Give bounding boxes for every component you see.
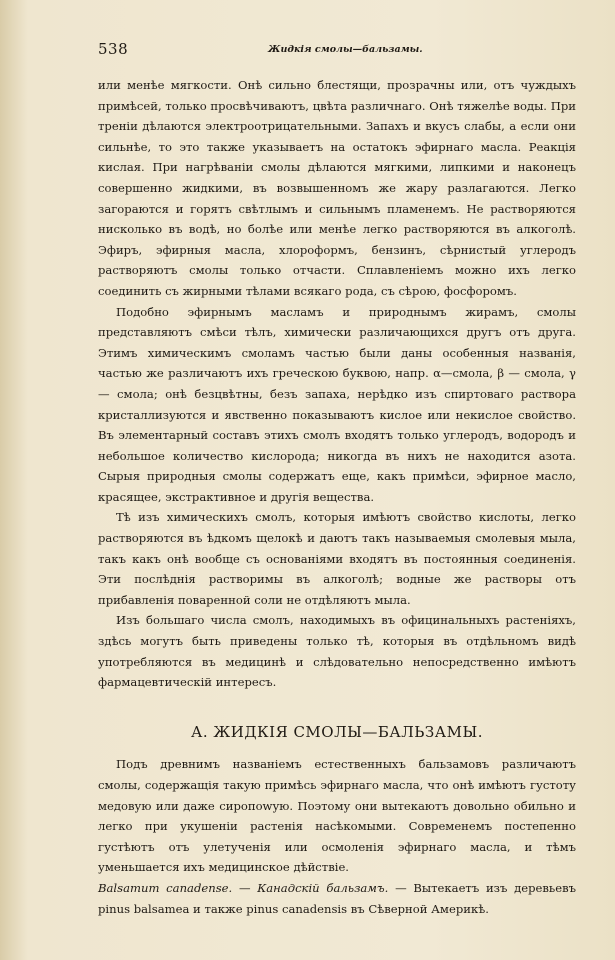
entry-russian-name: Канадскій бальзамъ.: [257, 880, 389, 895]
entry-separator: —: [238, 880, 251, 895]
paragraph: или менѣе мягкости. Онѣ сильно блестящи, прозрачны или, отъ чуждыхъ примѣсей, только просвѣчиваютъ, цвѣта различнаго. Онѣ тяжелѣе воды. При треніи дѣлаются электроотрицательными. Запахъ и вкусъ слабы, а если они сильнѣе, то это также указываетъ на остатокъ эфирнаго масла. Реакція кислая. При нагрѣваніи смолы дѣлаются мягкими, липкими и наконецъ совершенно жидкими, въ возвышенномъ же жару разлагаются. Легко загораются и горятъ свѣтлымъ и сильнымъ пламенемъ. Не растворяются нисколько въ водѣ, но болѣе или менѣе легко растворяются въ алкоголѣ. Эфиръ, эфирныя масла, хлороформъ, бензинъ, сѣрнистый углеродъ растворяютъ смолы только отчасти. Сплавленіемъ можно ихъ легко соединить съ жирными тѣлами всякаго рода, съ сѣрою, фосфоромъ.: [98, 78, 576, 298]
entry-paragraph: [98, 878, 576, 919]
running-title: Жидкія смолы—бальзамы.: [268, 44, 423, 55]
paragraph: Подобно эфирнымъ масламъ и природнымъ жирамъ, смолы представляютъ смѣси тѣлъ, химически различающихся другъ отъ друга. Этимъ химическимъ смоламъ частью были даны особенныя названія, частью же различаютъ ихъ греческою буквою, напр. α—смола, β — смола, γ — смола; онѣ безцвѣтны, безъ запаха, нерѣдко изъ спиртоваго раствора кристаллизуются и явственно показываютъ кислое или некислое свойство. Въ элементарный составъ этихъ смолъ входятъ только углеродъ, водородъ и небольшое количество кислорода; никогда въ нихъ не находится азота. Сырыя природныя смолы содержатъ еще, какъ примѣси, эфирное масло, красящее, экстрактивное и другія вещества.: [98, 304, 576, 504]
paragraph: Подъ древнимъ названіемъ естественныхъ бальзамовъ различаютъ смолы, содержащія такую примѣсь эфирнаго масла, что онѣ имѣютъ густоту медовую или даже сиропowую. Поэтому они вытекаютъ довольно обильно и легко при укушеніи растенія насѣкомыми. Современемъ постепенно густѣютъ отъ улетученія или осмоленія эфирнаго масла, и тѣмъ уменьшается ихъ медицинское дѣйствіе.: [98, 757, 576, 875]
paragraph: Тѣ изъ химическихъ смолъ, которыя имѣютъ свойство кислоты, легко растворяются въ ѣдкомъ щелокѣ и даютъ такъ называемыя смолевыя мыла, такъ какъ онѣ вообще съ основаніями входятъ въ постоянныя соединенія. Эти послѣднія растворимы въ алкоголѣ; водные же растворы отъ прибавленія поваренной соли не отдѣляютъ мыла.: [98, 510, 576, 607]
section-title: А. ЖИДКІЯ СМОЛЫ—БАЛЬЗАМЫ.: [191, 722, 483, 741]
page-body: [98, 75, 576, 919]
entry-text: — Вытекаетъ изъ деревьевъ pinus balsamea и также pinus canadensis въ Сѣверной Америкѣ.: [98, 880, 576, 916]
page-header: [98, 40, 576, 60]
page-number: 538: [98, 40, 129, 58]
paragraph: Изъ большаго числа смолъ, находимыхъ въ официнальныхъ растеніяхъ, здѣсь могутъ быть приведены только тѣ, которыя въ отдѣльномъ видѣ употребляются въ медицинѣ и слѣдовательно непосредственно имѣютъ фармацевтическій интересъ.: [98, 613, 576, 690]
entry-latin-name: Balsamum canadense.: [98, 880, 233, 895]
